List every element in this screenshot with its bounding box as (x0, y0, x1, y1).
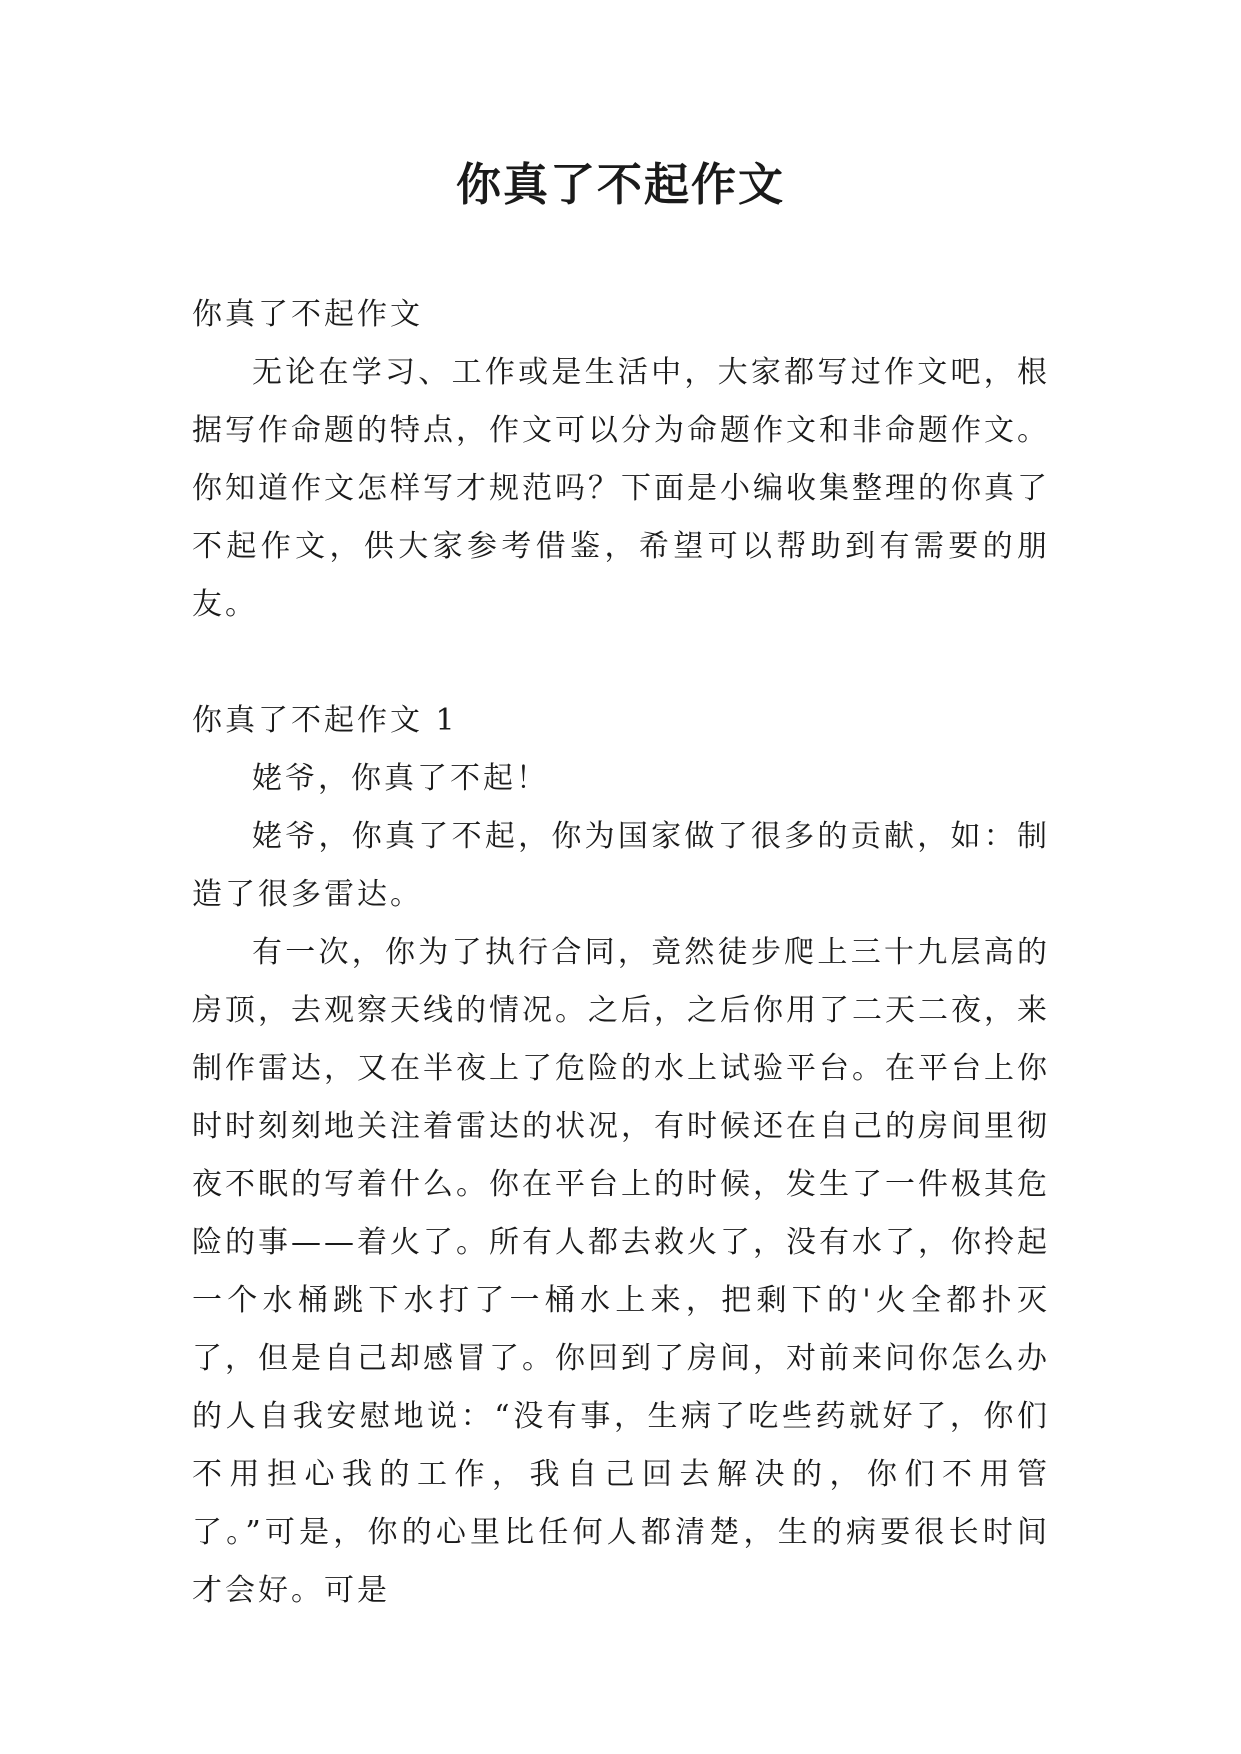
section-heading-1: 你真了不起作文 1 (192, 703, 458, 738)
section-spacer (192, 634, 1050, 692)
paragraph: 姥爷，你真了不起！ (252, 761, 549, 796)
intro-paragraph: 无论在学习、工作或是生活中，大家都写过作文吧，根据写作命题的特点，作文可以分为命题作文和非命题作文。你知道作文怎样写才规范吗？下面是小编收集整理的你真了不起作文，供大家参考借鉴，希望可以帮助到有需要的朋友。 (192, 355, 1050, 622)
paragraph: 有一次，你为了执行合同，竟然徒步爬上三十九层高的房顶，去观察天线的情况。之后，之后你用了二天二夜，来制作雷达，又在半夜上了危险的水上试验平台。在平台上你时时刻刻地关注着雷达的状况，有时候还在自己的房间里彻夜不眠的写着什么。你在平台上的时候，发生了一件极其危险的事——着火了。所有人都去救火了，没有水了，你拎起一个水桶跳下水打了一桶水上来，把剩下的'火全都扑灭了，但是自己却感冒了。你回到了房间，对前来问你怎么办的人自我安慰地说：“没有事，生病了吃些药就好了，你们不用担心我的工作，我自己回去解决的，你们不用管了。”可是，你的心里比任何人都清楚，生的病要很长时间才会好。可是 (192, 935, 1050, 1608)
document-body (192, 286, 1050, 1620)
document-title: 你真了不起作文 (455, 158, 785, 211)
section-heading-intro: 你真了不起作文 (192, 297, 423, 332)
paragraph: 姥爷，你真了不起，你为国家做了很多的贡献，如：制造了很多雷达。 (192, 819, 1050, 912)
